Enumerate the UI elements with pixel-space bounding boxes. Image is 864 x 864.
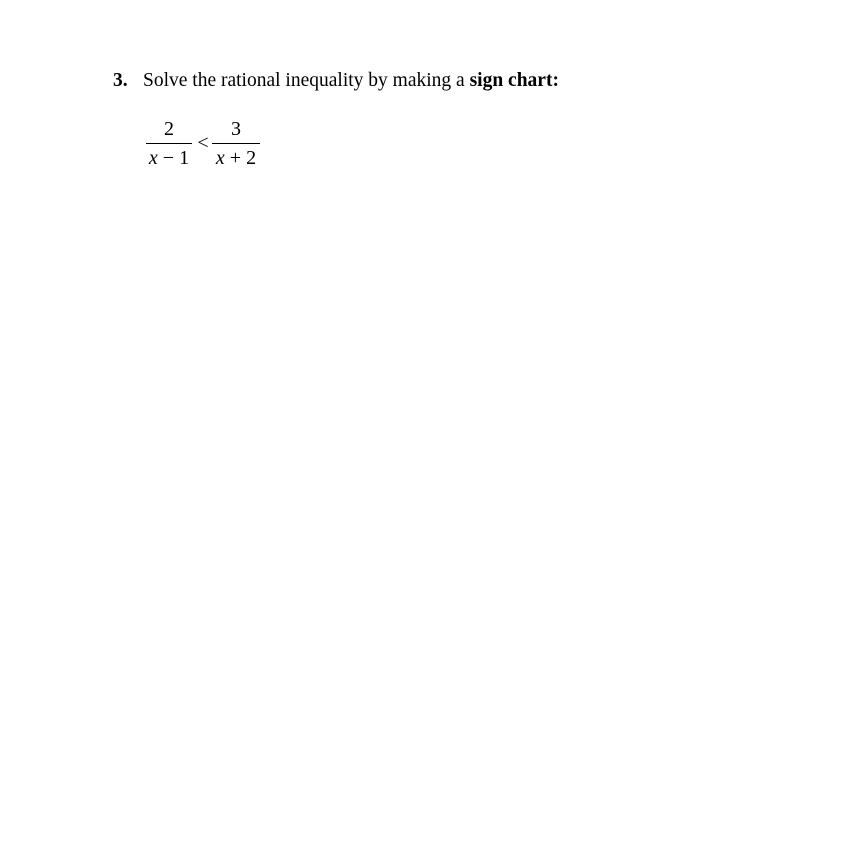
right-denominator xyxy=(212,144,260,170)
left-fraction xyxy=(146,116,192,170)
right-fraction xyxy=(212,116,260,170)
problem-number: 3. xyxy=(113,70,128,91)
right-numerator: 3 xyxy=(231,118,241,140)
left-denominator-variable: x xyxy=(148,147,158,169)
rational-inequality xyxy=(146,116,276,180)
problem-statement xyxy=(113,68,559,94)
right-denominator-variable: x xyxy=(215,147,225,169)
problem-instruction-emphasis: sign chart: xyxy=(469,70,559,91)
left-denominator xyxy=(146,144,192,170)
right-denominator-constant: + 2 xyxy=(224,147,257,169)
problem-instruction: Solve the rational inequality by making a xyxy=(143,70,470,91)
left-numerator: 2 xyxy=(164,118,174,140)
inequality-operator: < xyxy=(197,132,209,154)
left-denominator-constant: − 1 xyxy=(157,147,190,169)
